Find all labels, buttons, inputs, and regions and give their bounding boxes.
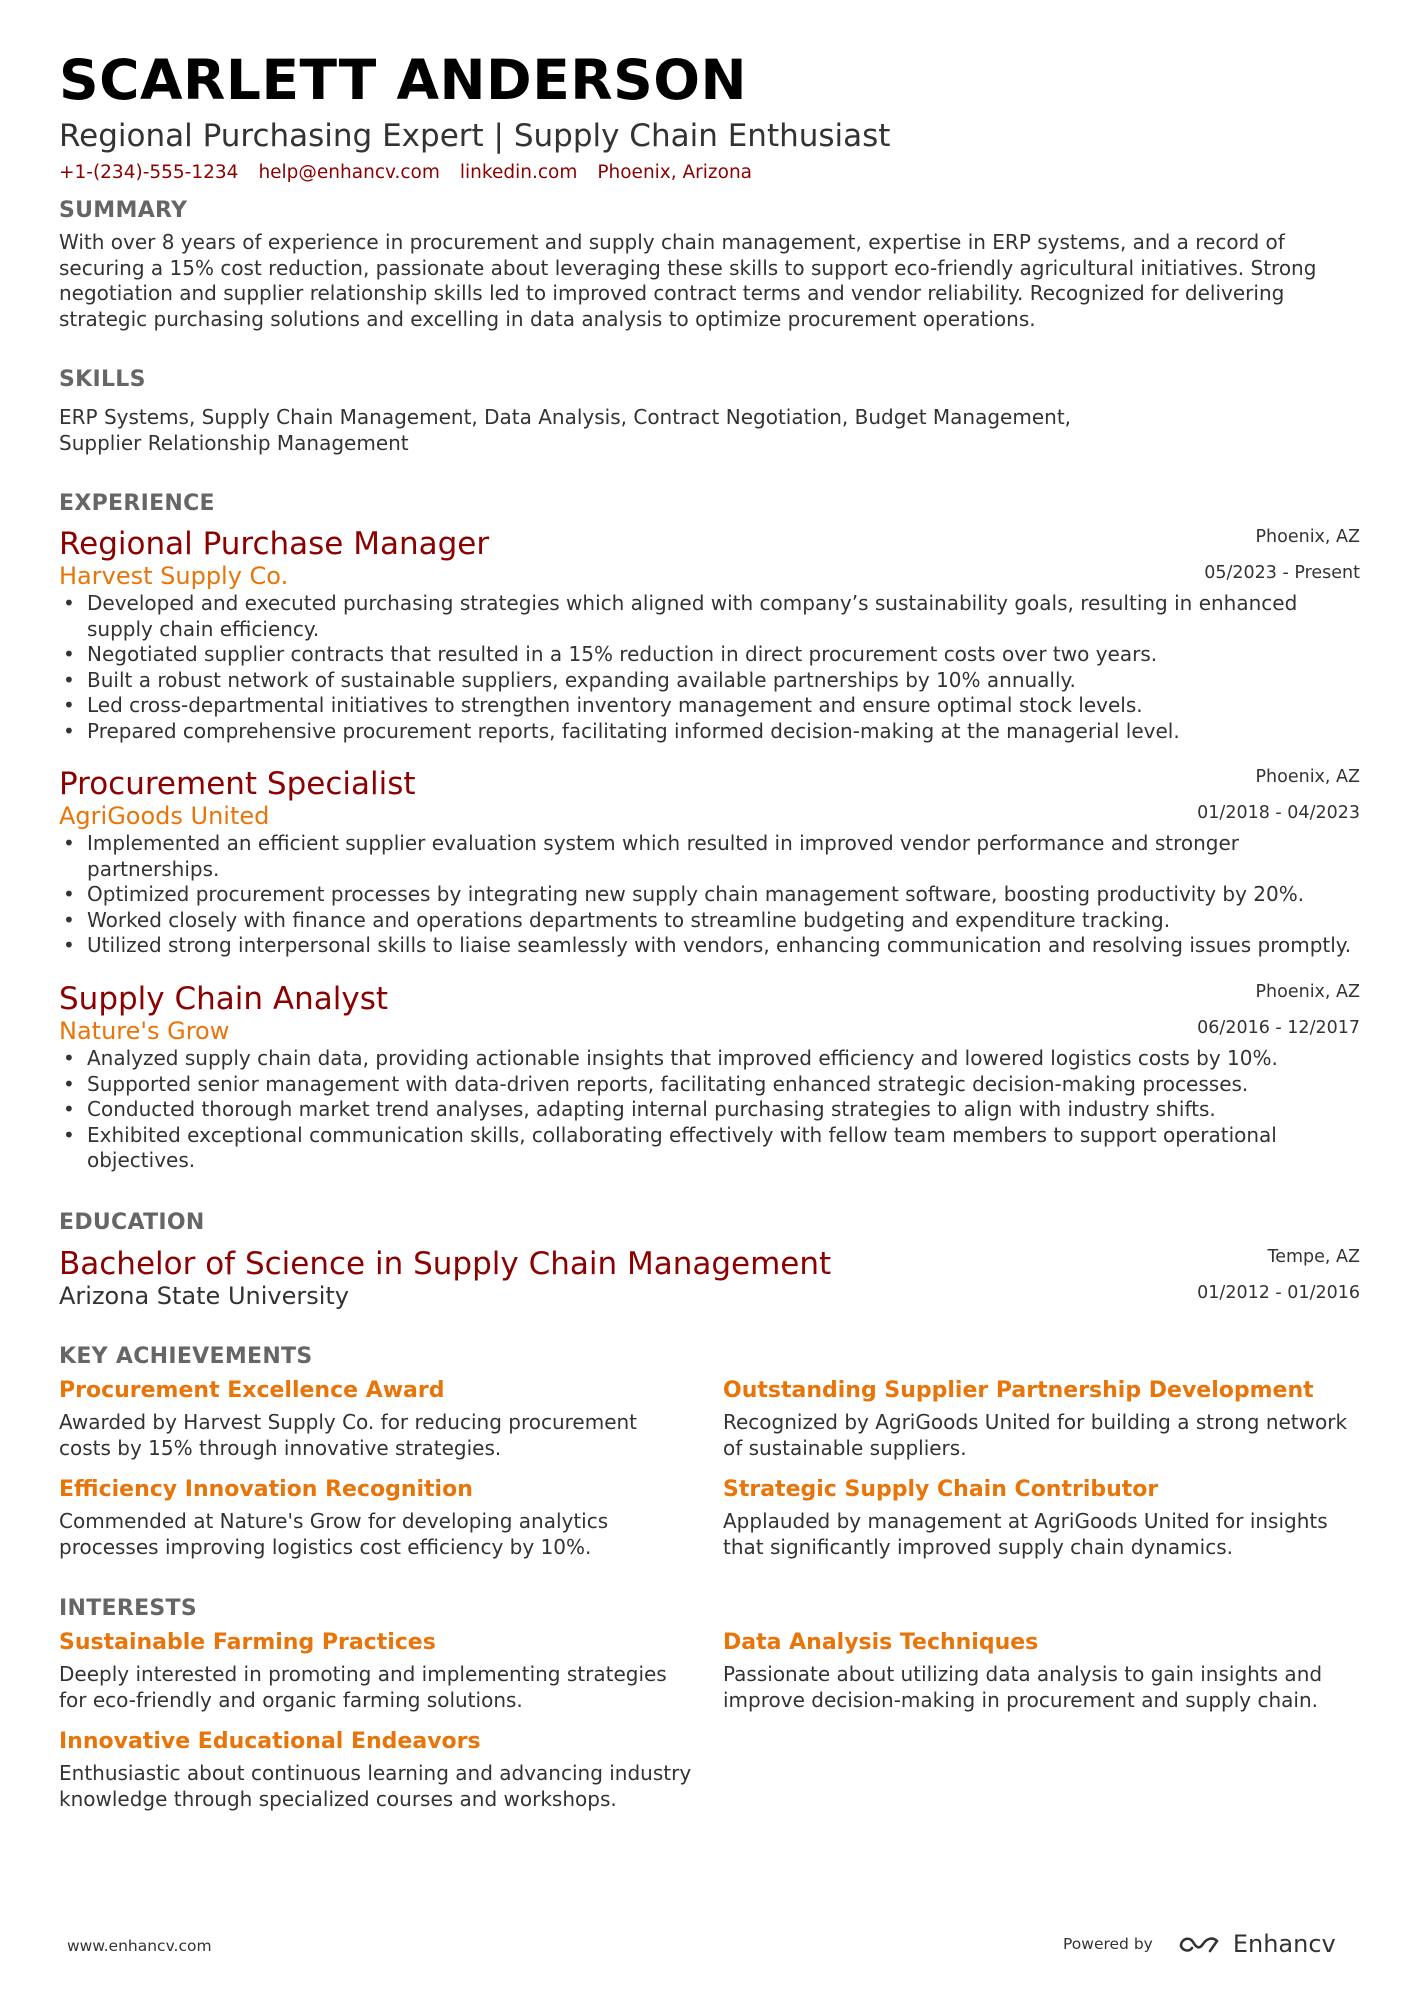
- contact-location: Phoenix, Arizona: [597, 162, 753, 183]
- achievements-heading: KEY ACHIEVEMENTS: [59, 1344, 313, 1369]
- enhancv-logo-icon: [1177, 1932, 1223, 1956]
- interest-item: [723, 1628, 1359, 1713]
- job-location: Phoenix, AZ: [1255, 767, 1360, 787]
- job-dates: 01/2018 - 04/2023: [1197, 803, 1360, 823]
- job-header: [59, 980, 1359, 1046]
- job-dates: 05/2023 - Present: [1204, 563, 1360, 583]
- job-title: Supply Chain Analyst: [59, 981, 389, 1017]
- interest-desc: Passionate about utilizing data analysis to gain insights and improve decision-making in procurement and supply chain.: [723, 1662, 1323, 1712]
- brand-name: Enhancv: [1232, 1930, 1336, 1958]
- experience-section: [59, 489, 1359, 519]
- achievement-item: [59, 1376, 723, 1461]
- job-company: Nature's Grow: [59, 1017, 230, 1045]
- achievement-title: Procurement Excellence Award: [59, 1378, 445, 1403]
- job-bullet: • Led cross-departmental initiatives to strengthen inventory management and ensure optimal stock levels.: [87, 693, 1359, 719]
- job-location: Phoenix, AZ: [1255, 527, 1360, 547]
- job-entry: [59, 980, 1359, 1174]
- skills-line-1: ERP Systems, Supply Chain Management, Data Analysis, Contract Negotiation, Budget Management,: [59, 405, 1072, 429]
- achievement-title: Efficiency Innovation Recognition: [59, 1477, 473, 1502]
- job-bullet: • Implemented an efficient supplier evaluation system which resulted in improved vendor performance and stronger partnerships.: [87, 831, 1359, 882]
- job-entry: [59, 525, 1359, 744]
- footer-website[interactable]: www.enhancv.com: [67, 1937, 212, 1955]
- job-bullets: [59, 591, 1359, 744]
- candidate-name: SCARLETT ANDERSON: [59, 48, 748, 112]
- achievement-item: [723, 1475, 1359, 1560]
- achievement-title: Outstanding Supplier Partnership Development: [723, 1378, 1314, 1403]
- job-location: Phoenix, AZ: [1255, 982, 1360, 1002]
- contact-linkedin[interactable]: linkedin.com: [459, 162, 578, 183]
- education-location: Tempe, AZ: [1267, 1247, 1360, 1267]
- contact-email[interactable]: help@enhancv.com: [258, 162, 440, 183]
- achievement-desc: Applauded by management at AgriGoods United for insights that significantly improved supply chain dynamics.: [723, 1509, 1328, 1559]
- interest-item: [59, 1727, 723, 1812]
- achievement-item: [59, 1475, 723, 1560]
- degree-title: Bachelor of Science in Supply Chain Management: [59, 1246, 832, 1282]
- job-title: Procurement Specialist: [59, 766, 416, 802]
- interests-grid: [59, 1628, 1359, 1812]
- job-bullet: • Worked closely with finance and operations departments to streamline budgeting and expenditure tracking.: [87, 908, 1359, 934]
- job-bullets: [59, 1046, 1359, 1174]
- interests-heading: INTERESTS: [59, 1596, 197, 1621]
- achievements-grid: [59, 1376, 1359, 1560]
- achievement-desc: Recognized by AgriGoods United for building a strong network of sustainable suppliers.: [723, 1410, 1348, 1460]
- achievement-item: [723, 1376, 1359, 1461]
- job-bullet: • Exhibited exceptional communication skills, collaborating effectively with fellow team members to support operational objectives.: [87, 1123, 1359, 1174]
- brand-logo[interactable]: [1177, 1930, 1336, 1958]
- education-heading: EDUCATION: [59, 1210, 205, 1235]
- job-title: Regional Purchase Manager: [59, 526, 490, 562]
- job-bullet: • Optimized procurement processes by integrating new supply chain management software, boosting productivity by 20%.: [87, 882, 1359, 908]
- job-bullet: • Analyzed supply chain data, providing actionable insights that improved efficiency and lowered logistics costs by 10%.: [87, 1046, 1359, 1072]
- interest-desc: Deeply interested in promoting and implementing strategies for eco-friendly and organic farming solutions.: [59, 1662, 667, 1712]
- job-bullet: • Built a robust network of sustainable suppliers, expanding available partnerships by 10% annually.: [87, 668, 1359, 694]
- job-bullet: • Negotiated supplier contracts that resulted in a 15% reduction in direct procurement costs over two years.: [87, 642, 1359, 668]
- education-entry: [59, 1245, 1359, 1311]
- footer-branding: [1063, 1930, 1336, 1958]
- skills-line-2: Supplier Relationship Management: [59, 430, 409, 455]
- job-bullets: [59, 831, 1359, 959]
- education-header: [59, 1245, 1359, 1311]
- resume-page: [59, 44, 1359, 186]
- candidate-subtitle: Regional Purchasing Expert | Supply Chain Enthusiast: [59, 118, 891, 154]
- job-dates: 06/2016 - 12/2017: [1197, 1018, 1360, 1038]
- education-dates: 01/2012 - 01/2016: [1197, 1283, 1360, 1303]
- job-company: Harvest Supply Co.: [59, 562, 289, 590]
- job-bullet: • Conducted thorough market trend analyses, adapting internal purchasing strategies to align with industry shifts.: [87, 1097, 1359, 1123]
- interest-title: Sustainable Farming Practices: [59, 1630, 436, 1655]
- experience-heading: EXPERIENCE: [59, 491, 215, 516]
- job-company: AgriGoods United: [59, 802, 270, 830]
- education-section: [59, 1208, 1359, 1238]
- achievement-desc: Commended at Nature's Grow for developing analytics processes improving logistics cost efficiency by 10%.: [59, 1509, 609, 1559]
- skills-heading: SKILLS: [59, 367, 146, 392]
- school-name: Arizona State University: [59, 1282, 350, 1310]
- contact-bar: [59, 160, 1359, 186]
- job-bullet: • Utilized strong interpersonal skills to liaise seamlessly with vendors, enhancing communication and resolving issues promptly.: [87, 933, 1359, 959]
- summary-section: [59, 196, 1359, 332]
- contact-phone[interactable]: +1-(234)-555-1234: [59, 162, 239, 183]
- job-header: [59, 525, 1359, 591]
- job-header: [59, 765, 1359, 831]
- achievements-section: [59, 1342, 1359, 1560]
- achievement-desc: Awarded by Harvest Supply Co. for reducing procurement costs by 15% through innovative strategies.: [59, 1410, 638, 1460]
- interest-title: Data Analysis Techniques: [723, 1630, 1039, 1655]
- summary-heading: SUMMARY: [59, 198, 188, 223]
- interest-item: [59, 1628, 723, 1713]
- interest-title: Innovative Educational Endeavors: [59, 1729, 481, 1754]
- job-entry: [59, 765, 1359, 959]
- job-bullet: • Supported senior management with data-driven reports, facilitating enhanced strategic decision-making processes.: [87, 1072, 1359, 1098]
- skills-section: [59, 365, 1359, 456]
- interests-section: [59, 1594, 1359, 1812]
- powered-by-label: Powered by: [1063, 1935, 1153, 1953]
- achievement-title: Strategic Supply Chain Contributor: [723, 1477, 1159, 1502]
- summary-text: With over 8 years of experience in procurement and supply chain management, expertise in ERP systems, and a record of securing a 15% cost reduction, passionate about leveraging these skills to support eco-friendly agricultural initiatives. Strong negotiation and supplier relationship skills led to improved contract terms and vendor reliability. Recognized for delivering strategic purchasing solutions and excelling in data analysis to optimize procurement operations.: [59, 230, 1317, 331]
- job-bullet: • Developed and executed purchasing strategies which aligned with company’s sustainability goals, resulting in enhanced supply chain efficiency.: [87, 591, 1359, 642]
- interest-desc: Enthusiastic about continuous learning and advancing industry knowledge through specialized courses and workshops.: [59, 1761, 692, 1811]
- job-bullet: • Prepared comprehensive procurement reports, facilitating informed decision-making at the managerial level.: [87, 719, 1359, 745]
